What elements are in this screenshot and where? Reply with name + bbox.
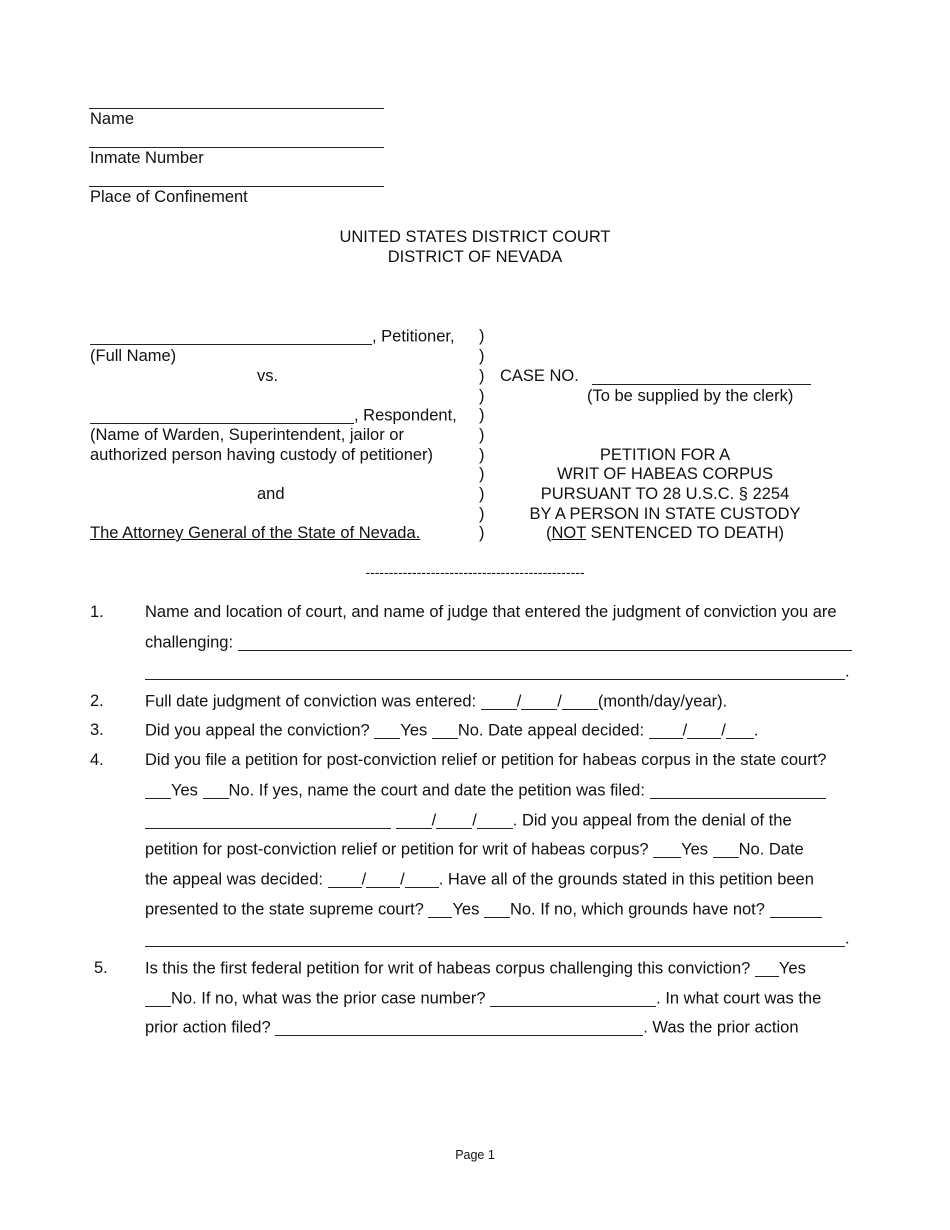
case-no-label: CASE NO. xyxy=(500,367,579,385)
q4-appeal-day-blank[interactable] xyxy=(366,870,400,888)
q5-line-3 xyxy=(145,1018,799,1038)
q4-appeal-year-blank[interactable] xyxy=(405,870,439,888)
place-of-confinement-label: Place of Confinement xyxy=(90,188,248,206)
petition-title-5 xyxy=(505,524,825,543)
q4-yes-blank[interactable] xyxy=(145,781,171,799)
q4-line-3 xyxy=(145,811,792,831)
caption-paren: ) xyxy=(479,505,485,523)
petition-title-1: PETITION FOR A xyxy=(599,446,731,464)
q3-line xyxy=(145,721,758,741)
q5-line-1 xyxy=(145,959,806,979)
respondent-row xyxy=(90,406,457,426)
date-sep: / xyxy=(557,692,562,711)
q5-line-2-text: . In what court was the xyxy=(656,989,822,1008)
court-name: UNITED STATES DISTRICT COURT xyxy=(339,228,611,246)
caption-paren: ) xyxy=(479,387,485,405)
q4-line-2 xyxy=(145,781,826,801)
q4-grounds-blank[interactable] xyxy=(770,900,822,918)
paren-open: ( xyxy=(545,524,552,542)
caption-paren: ) xyxy=(479,347,485,365)
petitioner-name-blank[interactable] xyxy=(90,327,372,345)
q4-appeal-no-blank[interactable] xyxy=(713,840,739,858)
respondent-label: , Respondent, xyxy=(354,406,457,425)
q1-line-2 xyxy=(145,633,852,653)
q3-no-label: No. Date appeal decided: xyxy=(457,721,645,740)
date-sep: / xyxy=(516,692,522,711)
attorney-general-label: The Attorney General of the State of Nevada. xyxy=(90,524,421,542)
q3-yes-blank[interactable] xyxy=(374,721,400,739)
q4-line-4 xyxy=(145,840,804,860)
q2-suffix: (month/day/year). xyxy=(597,692,728,711)
q5-no-blank[interactable] xyxy=(145,989,171,1007)
q3-day-blank[interactable] xyxy=(687,721,721,739)
caption-paren: ) xyxy=(479,524,485,542)
caption-paren: ) xyxy=(479,367,485,385)
q2-month-blank[interactable] xyxy=(481,692,517,710)
q5-label: Is this the first federal petition for writ of habeas corpus challenging this conviction? xyxy=(145,959,751,978)
date-sep: / xyxy=(400,870,405,889)
q3-month-blank[interactable] xyxy=(649,721,683,739)
q2-line xyxy=(145,692,727,712)
q4-no-blank[interactable] xyxy=(203,781,229,799)
page-number: Page 1 xyxy=(455,1148,495,1162)
petition-title-2: WRIT OF HABEAS CORPUS xyxy=(556,465,774,483)
date-sep: / xyxy=(431,811,437,830)
inmate-number-line[interactable] xyxy=(89,147,384,148)
q4-line-1: Did you file a petition for post-conviction relief or petition for habeas corpus in the state court? xyxy=(145,751,827,769)
q4-line-7 xyxy=(145,929,850,949)
petition-title-3: PURSUANT TO 28 U.S.C. § 2254 xyxy=(540,485,790,503)
title-rest: SENTENCED TO DEATH) xyxy=(586,524,785,542)
q3-no-blank[interactable] xyxy=(432,721,458,739)
q5-case-number-blank[interactable] xyxy=(490,989,656,1007)
section-divider: ----------------------------------------------- xyxy=(365,564,585,580)
inmate-number-label: Inmate Number xyxy=(90,149,204,167)
q4-line-3-text: . Did you appeal from the denial of the xyxy=(512,811,792,830)
not-emphasis: NOT xyxy=(551,524,586,542)
caption-paren: ) xyxy=(479,446,485,464)
q5-line-3-text: . Was the prior action xyxy=(643,1018,799,1037)
date-sep: / xyxy=(361,870,367,889)
clerk-note: (To be supplied by the clerk) xyxy=(587,387,794,405)
q2-label: Full date judgment of conviction was entered: xyxy=(145,692,477,711)
q4-court-blank-2[interactable] xyxy=(145,811,391,829)
q4-supreme-no-blank[interactable] xyxy=(484,900,510,918)
q3-number: 3. xyxy=(90,721,104,739)
q4-supreme-yes-blank[interactable] xyxy=(428,900,452,918)
vs-label: vs. xyxy=(257,367,279,385)
caption-paren: ) xyxy=(479,406,485,424)
q4-line-5-text: . Have all of the grounds stated in this petition been xyxy=(438,870,814,889)
respondent-note-1: (Name of Warden, Superintendent, jailor or xyxy=(90,426,404,444)
q4-court-blank[interactable] xyxy=(650,781,826,799)
petitioner-label: , Petitioner, xyxy=(372,327,455,346)
court-district: DISTRICT OF NEVADA xyxy=(387,248,563,266)
q4-no-label: No. If yes, name the court and date the petition was filed: xyxy=(228,781,645,800)
q3-year-blank[interactable] xyxy=(726,721,754,739)
q2-number: 2. xyxy=(90,692,104,710)
respondent-note-2: authorized person having custody of petitioner) xyxy=(90,446,434,464)
petition-title-4: BY A PERSON IN STATE CUSTODY xyxy=(529,505,801,523)
q1-label: challenging: xyxy=(145,633,234,652)
q5-number: 5. xyxy=(94,959,108,977)
q4-appeal-no-label: No. Date xyxy=(738,840,804,859)
petitioner-row xyxy=(90,327,455,347)
q5-prior-filed-label: prior action filed? xyxy=(145,1018,271,1037)
q4-line-6 xyxy=(145,900,822,920)
q4-appeal-decided-label: the appeal was decided: xyxy=(145,870,323,889)
name-label: Name xyxy=(90,110,135,128)
q2-year-blank[interactable] xyxy=(562,692,598,710)
q3-period: . xyxy=(753,721,759,740)
q4-appeal-month-blank[interactable] xyxy=(328,870,362,888)
caption-paren: ) xyxy=(479,426,485,444)
q4-period: . xyxy=(845,929,850,948)
q5-no-label: No. If no, what was the prior case number? xyxy=(171,989,486,1008)
q1-court-blank-2[interactable] xyxy=(145,662,845,680)
q5-yes-label: Yes xyxy=(778,959,806,978)
caption-paren: ) xyxy=(479,485,485,503)
full-name-label: (Full Name) xyxy=(90,347,177,365)
q1-period: . xyxy=(845,662,850,681)
case-no-blank[interactable] xyxy=(592,384,811,385)
q4-supreme-yes-label: Yes xyxy=(452,900,480,919)
q5-prior-court-blank[interactable] xyxy=(275,1018,643,1036)
caption-paren: ) xyxy=(479,327,485,345)
q1-number: 1. xyxy=(90,603,104,621)
and-label: and xyxy=(257,485,285,503)
q3-label: Did you appeal the conviction? xyxy=(145,721,370,740)
q5-yes-blank[interactable] xyxy=(755,959,779,977)
q1-court-blank-1[interactable] xyxy=(238,633,852,651)
date-sep: / xyxy=(682,721,688,740)
q4-line-5 xyxy=(145,870,814,890)
date-sep: / xyxy=(721,721,726,740)
q4-grounds-blank-2[interactable] xyxy=(145,929,845,947)
q1-line-1: Name and location of court, and name of judge that entered the judgment of conviction you are xyxy=(145,603,837,621)
q1-line-3 xyxy=(145,662,850,682)
date-sep: / xyxy=(472,811,477,830)
name-line[interactable] xyxy=(89,108,384,109)
q5-line-2 xyxy=(145,989,821,1009)
place-of-confinement-line[interactable] xyxy=(89,186,384,187)
q4-supreme-no-label: No. If no, which grounds have not? xyxy=(509,900,765,919)
q4-number: 4. xyxy=(90,751,104,769)
q2-day-blank[interactable] xyxy=(521,692,557,710)
q4-yes-label: Yes xyxy=(171,781,198,800)
respondent-name-blank[interactable] xyxy=(90,406,354,424)
q4-line-4-text: petition for post-conviction relief or petition for writ of habeas corpus? xyxy=(145,840,649,859)
q4-appeal-yes-blank[interactable] xyxy=(653,840,681,858)
q4-month-blank[interactable] xyxy=(396,811,432,829)
q4-appeal-yes-label: Yes xyxy=(681,840,709,859)
caption-paren: ) xyxy=(479,465,485,483)
q4-year-blank[interactable] xyxy=(477,811,513,829)
q4-day-blank[interactable] xyxy=(436,811,472,829)
q4-supreme-label: presented to the state supreme court? xyxy=(145,900,424,919)
q3-yes-label: Yes xyxy=(400,721,428,740)
